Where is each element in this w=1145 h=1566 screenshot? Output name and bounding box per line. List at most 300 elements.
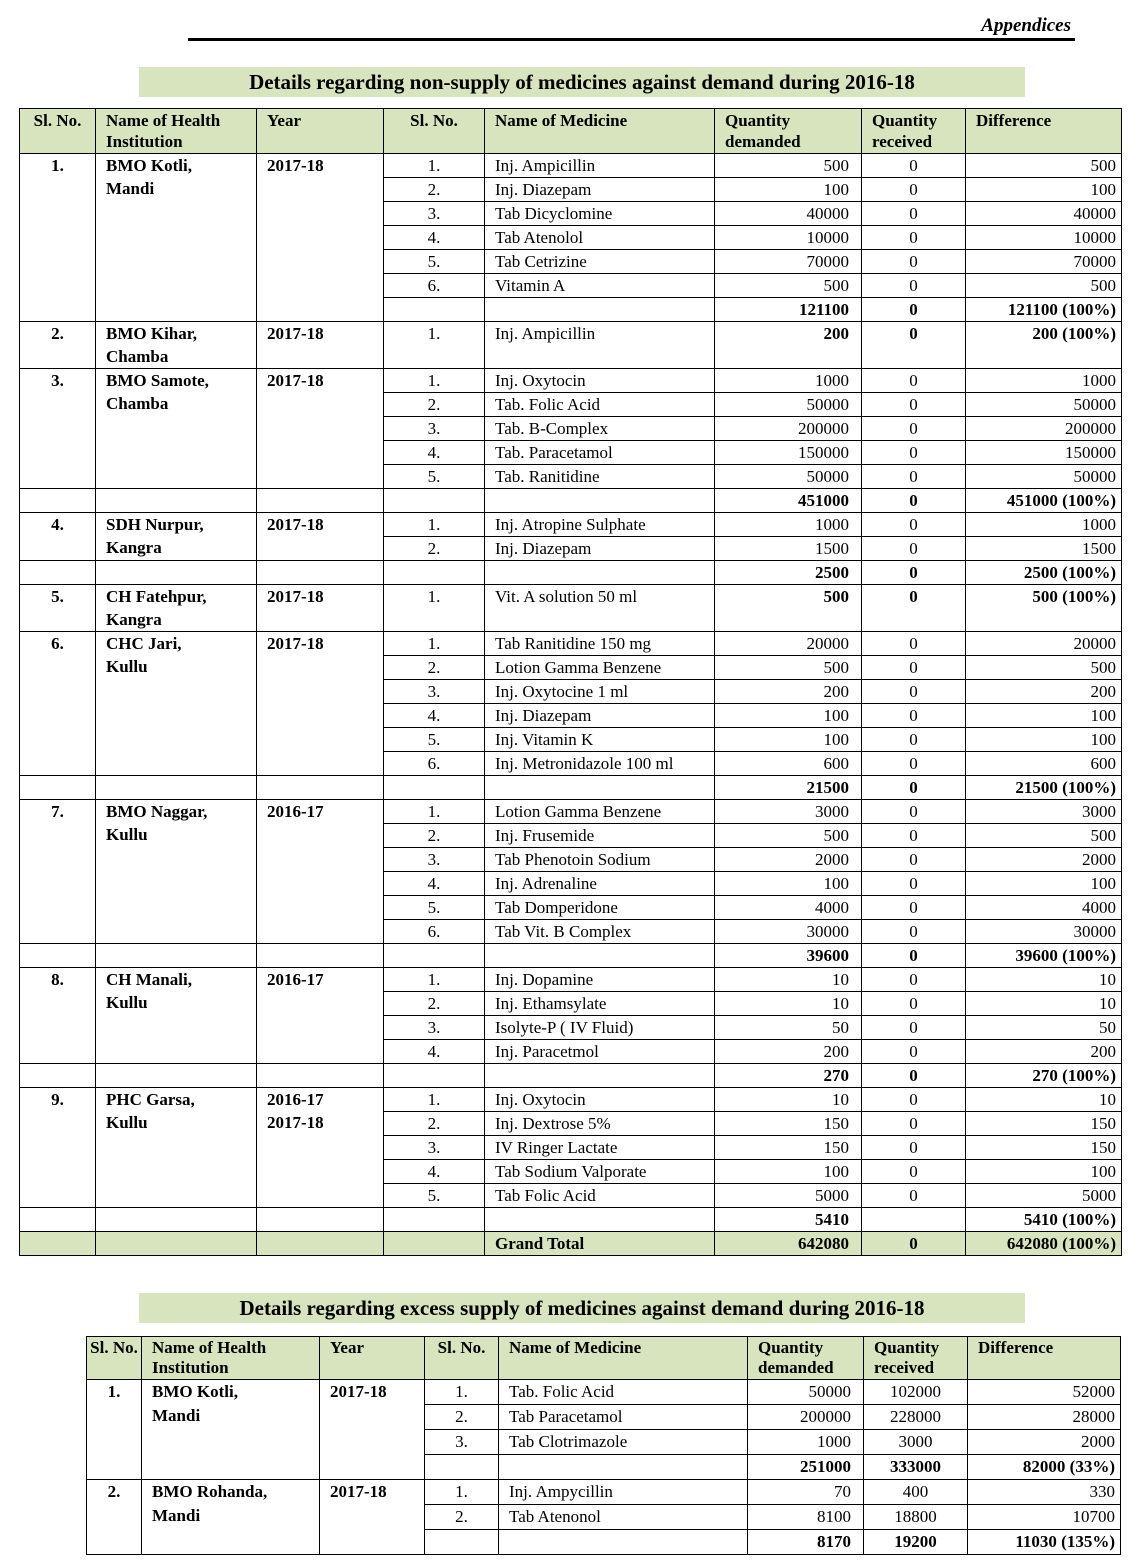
empty-cell [499,1455,748,1480]
table-row [20,154,1122,178]
item-sl-cell: 1. [384,154,485,178]
item-sl-cell: 3. [384,680,485,704]
col-header-demanded: Quantity demanded [715,109,862,154]
grand-total-row [20,1232,1122,1256]
grand-total-demanded: 642080 [715,1232,862,1256]
institution-line: Kullu [106,1113,148,1132]
difference-cell: 150 [966,1112,1122,1136]
col-header-sl: Sl. No. [20,109,96,154]
difference-cell: 10700 [968,1505,1121,1530]
demanded-cell: 600 [715,752,862,776]
year-cell [257,513,384,561]
item-sl-cell: 5. [384,896,485,920]
year-line: 2016-17 [267,802,324,821]
item-sl-cell: 4. [384,872,485,896]
institution-cell [142,1380,320,1480]
empty-cell [257,1208,384,1232]
received-cell: 0 [862,441,966,465]
received-cell: 0 [862,800,966,824]
received-cell: 0 [862,1112,966,1136]
difference-cell: 100 [966,178,1122,202]
medicine-cell: Inj. Diazepam [485,704,715,728]
total-difference-cell: 451000 (100%) [966,489,1122,513]
medicine-cell: Inj. Oxytocin [485,369,715,393]
demanded-cell: 30000 [715,920,862,944]
received-cell: 0 [862,728,966,752]
received-cell: 0 [862,848,966,872]
year-line: 2017-18 [267,634,324,653]
institution-line: BMO Kotli, [106,156,192,175]
institution-cell [96,585,257,632]
total-demanded-cell: 2500 [715,561,862,585]
difference-cell: 3000 [966,800,1122,824]
demanded-cell: 4000 [715,896,862,920]
institution-line: SDH Nurpur, [106,515,204,534]
year-cell [320,1480,425,1555]
total-difference-cell: 82000 (33%) [968,1455,1121,1480]
group-sl-cell: 1. [87,1380,142,1480]
institution-line: BMO Samote, [106,371,209,390]
institution-line: PHC Garsa, [106,1090,195,1109]
difference-cell: 500 [966,274,1122,298]
institution-cell [96,800,257,944]
medicine-cell: Inj. Diazepam [485,178,715,202]
year-line: 2017-18 [330,1482,387,1501]
year-cell [257,322,384,369]
institution-cell [96,322,257,369]
medicine-cell: Isolyte-P ( IV Fluid) [485,1016,715,1040]
institution-line: Mandi [152,1506,201,1525]
item-sl-cell: 2. [384,656,485,680]
difference-cell: 10000 [966,226,1122,250]
item-sl-cell: 4. [384,704,485,728]
institution-line: BMO Naggar, [106,802,208,821]
total-demanded-cell: 270 [715,1064,862,1088]
received-cell: 0 [862,680,966,704]
empty-cell [485,944,715,968]
institution-line: Mandi [106,179,155,198]
year-cell [257,585,384,632]
institution-line: Mandi [152,1406,201,1425]
empty-cell [96,1064,257,1088]
item-sl-cell: 2. [384,1112,485,1136]
group-sl-cell: 8. [20,968,96,1064]
medicine-cell: Tab Phenotoin Sodium [485,848,715,872]
year-line: 2017-18 [267,156,324,175]
demanded-cell: 50000 [748,1380,864,1405]
col-header-item-sl: Sl. No. [425,1337,499,1380]
medicine-cell: Inj. Vitamin K [485,728,715,752]
grand-total-label: Grand Total [485,1232,715,1256]
col-header-difference: Difference [968,1337,1121,1380]
total-difference-cell: 2500 (100%) [966,561,1122,585]
total-difference-cell: 39600 (100%) [966,944,1122,968]
medicine-cell: Tab Ranitidine 150 mg [485,632,715,656]
total-difference-cell: 21500 (100%) [966,776,1122,800]
group-sl-cell: 3. [20,369,96,489]
medicine-cell: Inj. Ethamsylate [485,992,715,1016]
empty-cell [20,944,96,968]
institution-line: Chamba [106,347,169,366]
empty-cell [499,1530,748,1555]
empty-cell [425,1455,499,1480]
item-sl-cell: 1. [384,585,485,632]
item-sl-cell: 1. [384,632,485,656]
item-sl-cell: 3. [384,417,485,441]
difference-cell: 10 [966,968,1122,992]
year-line: 2016-17 [267,970,324,989]
item-sl-cell: 1. [384,968,485,992]
group-sl-cell: 5. [20,585,96,632]
demanded-cell: 500 [715,154,862,178]
demanded-cell: 200 [715,1040,862,1064]
institution-line: CH Manali, [106,970,192,989]
item-sl-cell: 5. [384,1184,485,1208]
difference-cell: 200 [966,1040,1122,1064]
received-cell: 0 [862,585,966,632]
difference-cell: 1500 [966,537,1122,561]
medicine-cell: Tab Atenolol [485,226,715,250]
item-sl-cell: 1. [425,1380,499,1405]
demanded-cell: 200 [715,322,862,369]
institution-line: Kullu [106,825,148,844]
difference-cell: 100 [966,704,1122,728]
difference-cell: 10 [966,1088,1122,1112]
empty-cell [384,776,485,800]
demanded-cell: 500 [715,274,862,298]
received-cell: 0 [862,1136,966,1160]
total-received-cell: 0 [862,561,966,585]
difference-cell: 2000 [966,848,1122,872]
demanded-cell: 500 [715,824,862,848]
difference-cell: 10 [966,992,1122,1016]
medicine-cell: Tab Sodium Valporate [485,1160,715,1184]
item-sl-cell: 1. [384,369,485,393]
group-sl-cell: 2. [87,1480,142,1555]
col-header-received: Quantity received [862,109,966,154]
difference-cell: 4000 [966,896,1122,920]
running-header: Appendices [981,15,1071,36]
received-cell: 0 [862,226,966,250]
total-row [20,561,1122,585]
grand-total-difference: 642080 (100%) [966,1232,1122,1256]
received-cell: 0 [862,920,966,944]
total-difference-cell: 11030 (135%) [968,1530,1121,1555]
received-cell: 18800 [864,1505,968,1530]
demanded-cell: 70 [748,1480,864,1505]
empty-cell [96,1232,257,1256]
empty-cell [485,776,715,800]
demanded-cell: 150 [715,1136,862,1160]
medicine-cell: Tab Dicyclomine [485,202,715,226]
year-cell [257,154,384,322]
empty-cell [96,776,257,800]
difference-cell: 50000 [966,393,1122,417]
item-sl-cell: 2. [384,537,485,561]
received-cell: 0 [862,202,966,226]
table2-title: Details regarding excess supply of medicines against demand during 2016-18 [139,1293,1025,1323]
demanded-cell: 3000 [715,800,862,824]
difference-cell: 5000 [966,1184,1122,1208]
year-cell [257,369,384,489]
demanded-cell: 100 [715,872,862,896]
table-row [20,322,1122,369]
difference-cell: 500 [966,656,1122,680]
item-sl-cell: 6. [384,920,485,944]
empty-cell [20,489,96,513]
medicine-cell: Inj. Dopamine [485,968,715,992]
col-header-year: Year [257,109,384,154]
item-sl-cell: 3. [384,202,485,226]
demanded-cell: 150000 [715,441,862,465]
difference-cell: 100 [966,1160,1122,1184]
medicine-cell: Tab. Folic Acid [499,1380,748,1405]
empty-cell [384,489,485,513]
medicine-cell: Lotion Gamma Benzene [485,656,715,680]
item-sl-cell: 3. [384,1016,485,1040]
difference-cell: 330 [968,1480,1121,1505]
empty-cell [425,1530,499,1555]
empty-cell [257,944,384,968]
empty-cell [257,561,384,585]
total-received-cell: 19200 [864,1530,968,1555]
institution-line: CH Fatehpur, [106,587,207,606]
table-row [20,800,1122,824]
total-received-cell: 0 [862,489,966,513]
institution-cell [96,513,257,561]
empty-cell [384,1064,485,1088]
item-sl-cell: 3. [384,848,485,872]
item-sl-cell: 4. [384,1160,485,1184]
empty-cell [485,298,715,322]
header-row [20,109,1122,154]
total-demanded-cell: 39600 [715,944,862,968]
col-header-sl: Sl. No. [87,1337,142,1380]
empty-cell [96,561,257,585]
year-line: 2017-18 [267,371,324,390]
empty-cell [485,1208,715,1232]
demanded-cell: 500 [715,585,862,632]
table-row [20,632,1122,656]
received-cell: 0 [862,274,966,298]
medicine-cell: Inj. Oxytocin [485,1088,715,1112]
total-received-cell [862,1208,966,1232]
medicine-cell: Inj. Atropine Sulphate [485,513,715,537]
total-received-cell: 0 [862,776,966,800]
col-header-demanded: Quantity demanded [748,1337,864,1380]
medicine-cell: Tab Vit. B Complex [485,920,715,944]
table1-title: Details regarding non-supply of medicines against demand during 2016-18 [139,67,1025,97]
difference-cell: 500 [966,824,1122,848]
medicine-cell: Tab Cetrizine [485,250,715,274]
difference-cell: 150000 [966,441,1122,465]
total-received-cell: 0 [862,1064,966,1088]
difference-cell: 1000 [966,369,1122,393]
demanded-cell: 1500 [715,537,862,561]
medicine-cell: Vitamin A [485,274,715,298]
difference-cell: 500 [966,154,1122,178]
received-cell: 0 [862,1040,966,1064]
demanded-cell: 70000 [715,250,862,274]
total-row [20,1064,1122,1088]
difference-cell: 200000 [966,417,1122,441]
difference-cell: 30000 [966,920,1122,944]
year-cell [257,632,384,776]
medicine-cell: Tab. Ranitidine [485,465,715,489]
item-sl-cell: 2. [384,178,485,202]
institution-cell [96,1088,257,1208]
institution-line: Kangra [106,538,162,557]
year-line: 2016-17 [267,1090,324,1109]
received-cell: 0 [862,824,966,848]
empty-cell [96,944,257,968]
received-cell: 0 [862,656,966,680]
group-sl-cell: 7. [20,800,96,944]
demanded-cell: 100 [715,1160,862,1184]
received-cell: 0 [862,417,966,441]
empty-cell [485,561,715,585]
received-cell: 0 [862,1184,966,1208]
empty-cell [20,1208,96,1232]
received-cell: 0 [862,537,966,561]
received-cell: 0 [862,872,966,896]
col-header-institution: Name of Health Institution [142,1337,320,1380]
table-row [87,1480,1121,1505]
received-cell: 0 [862,1016,966,1040]
empty-cell [384,561,485,585]
medicine-cell: Tab Folic Acid [485,1184,715,1208]
difference-cell: 150 [966,1136,1122,1160]
received-cell: 0 [862,465,966,489]
item-sl-cell: 5. [384,465,485,489]
difference-cell: 50 [966,1016,1122,1040]
item-sl-cell: 5. [384,728,485,752]
demanded-cell: 10 [715,968,862,992]
difference-cell: 50000 [966,465,1122,489]
demanded-cell: 50 [715,1016,862,1040]
difference-cell: 28000 [968,1405,1121,1430]
difference-cell: 100 [966,872,1122,896]
empty-cell [485,489,715,513]
received-cell: 0 [862,752,966,776]
year-line: 2017-18 [267,1113,324,1132]
demanded-cell: 200000 [748,1405,864,1430]
item-sl-cell: 4. [384,226,485,250]
medicine-cell: Tab Atenonol [499,1505,748,1530]
received-cell: 0 [862,896,966,920]
item-sl-cell: 6. [384,752,485,776]
non-supply-table [19,108,1122,1256]
item-sl-cell: 1. [384,800,485,824]
total-demanded-cell: 21500 [715,776,862,800]
demanded-cell: 200 [715,680,862,704]
empty-cell [96,1208,257,1232]
col-header-difference: Difference [966,109,1122,154]
received-cell: 102000 [864,1380,968,1405]
empty-cell [384,944,485,968]
empty-cell [20,1064,96,1088]
demanded-cell: 100 [715,704,862,728]
table-row [20,968,1122,992]
institution-line: BMO Rohanda, [152,1482,268,1501]
empty-cell [384,1208,485,1232]
group-sl-cell: 6. [20,632,96,776]
received-cell: 0 [862,154,966,178]
demanded-cell: 1000 [715,513,862,537]
demanded-cell: 100 [715,178,862,202]
institution-line: BMO Kotli, [152,1382,238,1401]
received-cell: 0 [862,704,966,728]
received-cell: 0 [862,968,966,992]
received-cell: 0 [862,513,966,537]
total-demanded-cell: 8170 [748,1530,864,1555]
demanded-cell: 150 [715,1112,862,1136]
empty-cell [384,1232,485,1256]
header-row [87,1337,1121,1380]
item-sl-cell: 2. [425,1405,499,1430]
empty-cell [257,1064,384,1088]
demanded-cell: 100 [715,728,862,752]
year-line: 2017-18 [267,324,324,343]
col-header-item-sl: Sl. No. [384,109,485,154]
received-cell: 0 [862,369,966,393]
difference-cell: 2000 [968,1430,1121,1455]
received-cell: 228000 [864,1405,968,1430]
total-demanded-cell: 5410 [715,1208,862,1232]
institution-cell [142,1480,320,1555]
col-header-received: Quantity received [864,1337,968,1380]
item-sl-cell: 6. [384,274,485,298]
difference-cell: 500 (100%) [966,585,1122,632]
demanded-cell: 50000 [715,465,862,489]
group-sl-cell: 1. [20,154,96,322]
received-cell: 0 [862,178,966,202]
medicine-cell: Inj. Ampicillin [485,322,715,369]
demanded-cell: 8100 [748,1505,864,1530]
item-sl-cell: 4. [384,1040,485,1064]
received-cell: 0 [862,250,966,274]
institution-line: BMO Kihar, [106,324,197,343]
total-row [20,776,1122,800]
col-header-medicine: Name of Medicine [499,1337,748,1380]
medicine-cell: Inj. Ampicillin [485,154,715,178]
total-difference-cell: 270 (100%) [966,1064,1122,1088]
demanded-cell: 1000 [748,1430,864,1455]
institution-line: CHC Jari, [106,634,182,653]
institution-line: Chamba [106,394,169,413]
medicine-cell: Inj. Diazepam [485,537,715,561]
total-row [20,489,1122,513]
total-received-cell: 0 [862,944,966,968]
institution-cell [96,369,257,489]
group-sl-cell: 2. [20,322,96,369]
total-row [20,1208,1122,1232]
table-row [20,1088,1122,1112]
item-sl-cell: 3. [384,1136,485,1160]
difference-cell: 70000 [966,250,1122,274]
difference-cell: 100 [966,728,1122,752]
year-line: 2017-18 [330,1382,387,1401]
medicine-cell: Inj. Ampycillin [499,1480,748,1505]
demanded-cell: 200000 [715,417,862,441]
medicine-cell: Vit. A solution 50 ml [485,585,715,632]
table-row [20,369,1122,393]
empty-cell [257,1232,384,1256]
item-sl-cell: 1. [384,1088,485,1112]
received-cell: 0 [862,632,966,656]
received-cell: 400 [864,1480,968,1505]
grand-total-received: 0 [862,1232,966,1256]
